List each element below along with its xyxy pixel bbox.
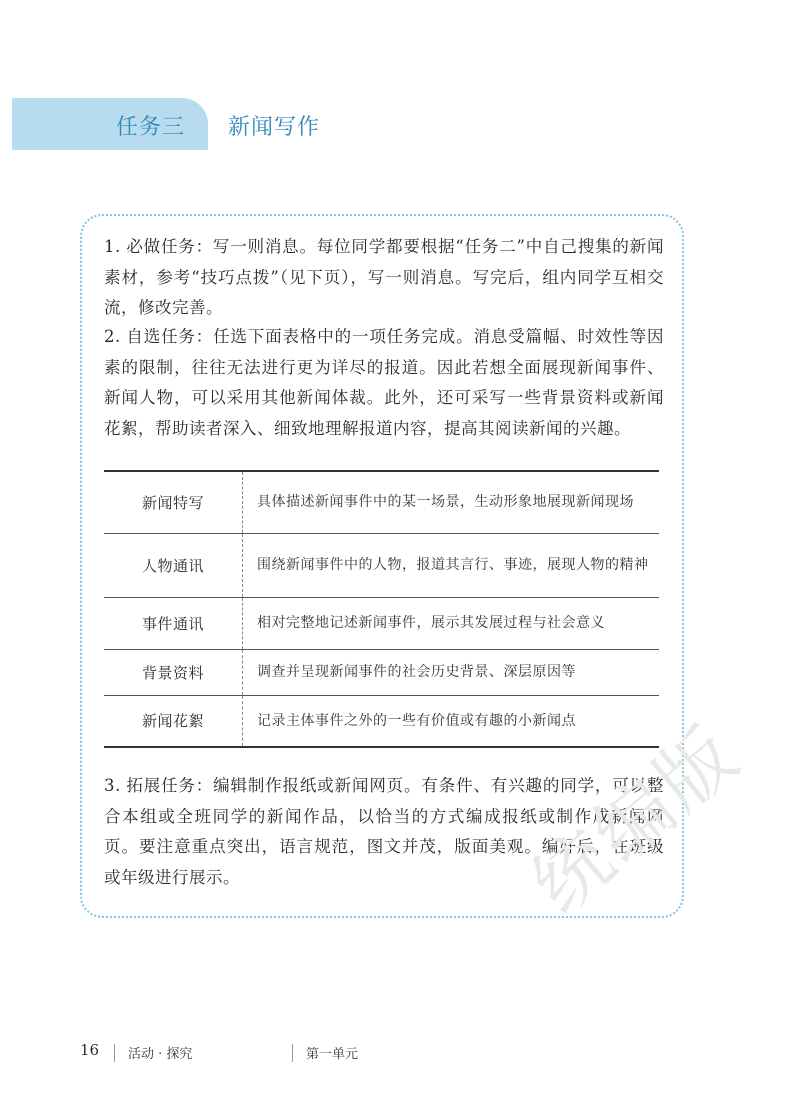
table-row xyxy=(104,597,659,649)
task-text: 自选任务：任选下面表格中的一项任务完成。消息受篇幅、时效性等因素的限制，往往无法进行更为详尽的报道。因此若想全面展现新闻事件、新闻人物，可以采用其他新闻体裁。此外，还可采写一些背景资料或新闻花絮，帮助读者深入、细致地理解报道内容，提高其阅读新闻的兴趣。 xyxy=(104,327,664,438)
genre-name: 人物通讯 xyxy=(104,533,243,597)
genre-description: 相对完整地记述新闻事件，展示其发展过程与社会意义 xyxy=(243,597,660,649)
genre-description: 围绕新闻事件中的人物，报道其言行、事迹，展现人物的精神 xyxy=(243,533,660,597)
table-row xyxy=(104,649,659,695)
table-row xyxy=(104,533,659,597)
genre-name: 新闻特写 xyxy=(104,471,243,533)
genre-description: 具体描述新闻事件中的某一场景，生动形象地展现新闻现场 xyxy=(257,494,634,511)
footer-divider xyxy=(114,1044,115,1062)
task-number-label: 任务三 xyxy=(116,115,186,140)
task-text: 拓展任务：编辑制作报纸或新闻网页。有条件、有兴趣的同学，可以整合本组或全班同学的新闻作品，以恰当的方式编成报纸或制作成新闻网页。要注意重点突出，语言规范，图文并茂，版面美观。编好后，在班级或年级进行展示。 xyxy=(104,776,664,887)
genre-name: 事件通讯 xyxy=(104,597,243,649)
table-row xyxy=(104,471,659,533)
footer-unit: 第一单元 xyxy=(306,1047,359,1062)
page-number: 16 xyxy=(80,1041,100,1059)
news-genre-table xyxy=(104,470,659,748)
table-row xyxy=(104,695,659,747)
task-number: 1. xyxy=(104,237,121,256)
task-number: 2. xyxy=(104,327,121,346)
task-number: 3. xyxy=(104,776,121,795)
genre-description: 记录主体事件之外的一些有价值或有趣的小新闻点 xyxy=(243,695,660,747)
task-item-2 xyxy=(104,322,664,444)
publisher-watermark: 统编版 xyxy=(515,707,757,931)
genre-name: 背景资料 xyxy=(104,649,243,695)
genre-name: 新闻花絮 xyxy=(104,695,243,747)
footer-section: 活动 · 探究 xyxy=(128,1047,193,1062)
task-title: 新闻写作 xyxy=(228,115,321,140)
footer-divider xyxy=(292,1044,293,1062)
task-text: 必做任务：写一则消息。每位同学都要根据“任务二”中自己搜集的新闻素材，参考“技巧点拨”（见下页），写一则消息。写完后，组内同学互相交流，修改完善。 xyxy=(104,237,664,317)
task-item-1 xyxy=(104,232,664,324)
genre-description: 调查并呈现新闻事件的社会历史背景、深层原因等 xyxy=(243,649,660,695)
